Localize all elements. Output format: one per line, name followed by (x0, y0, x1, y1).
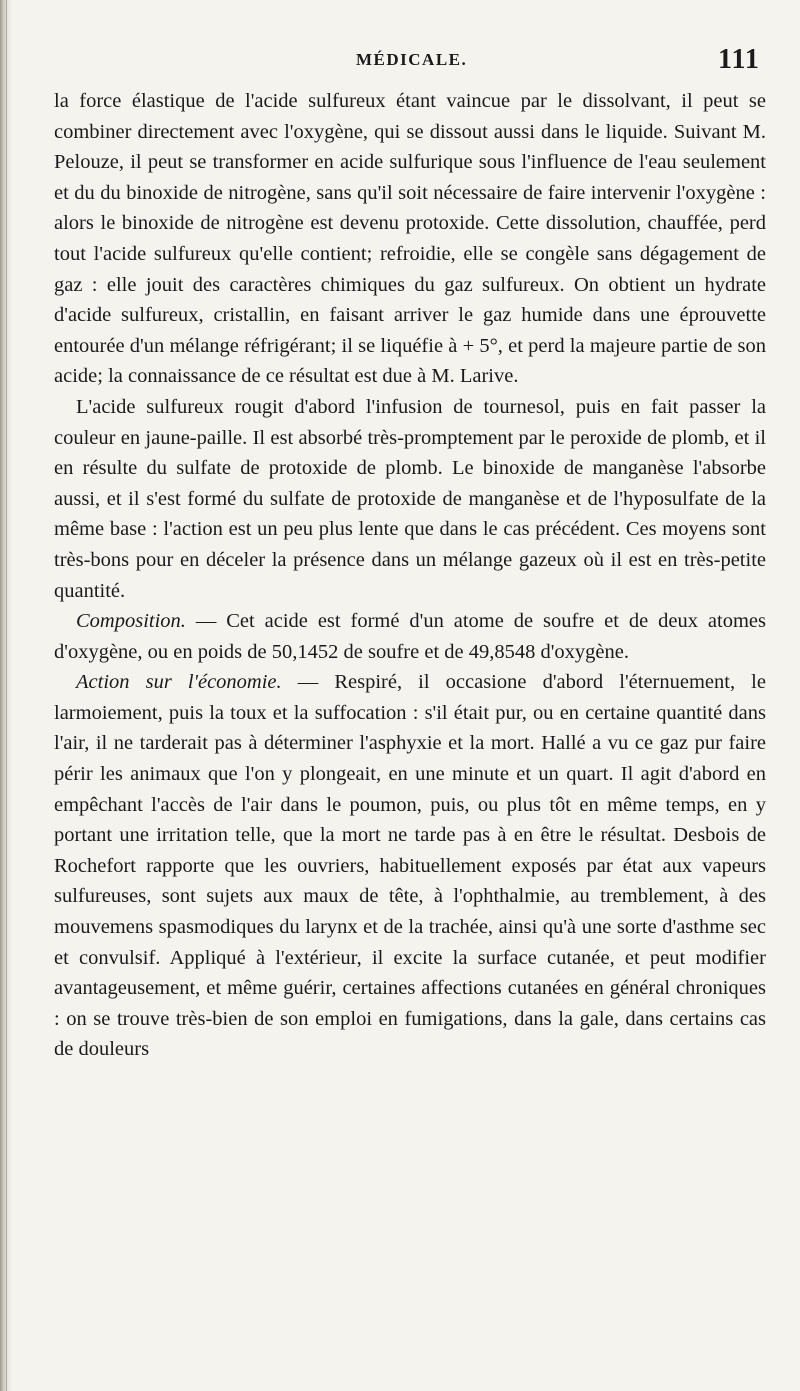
paragraph-composition (54, 606, 766, 667)
paragraph-reactions: L'acide sulfureux rougit d'abord l'infusion de tournesol, puis en fait passer la couleur en jaune-paille. Il est absorbé très-promptement par le peroxide de plomb, et il en résulte du sulfate de protoxide de plomb. Le binoxide de manganèse l'absorbe aussi, et il s'est formé du sulfate de protoxide de manganèse et de l'hyposulfate de la même base : l'action est un peu plus lente que dans le cas précédent. Ces moyens sont très-bons pour en déceler la présence dans un mélange gazeux où il est en très-petite quantité. (54, 395, 766, 602)
running-header (0, 44, 800, 80)
page-binding-line (6, 0, 7, 1391)
section-heading-action: Action sur l'économie. (76, 671, 282, 694)
paragraph-composition-text: — Cet acide est formé d'un atome de soufre et de deux atomes d'oxygène, ou en poids de 50,1452 de soufre et de 49,8548 d'oxygène. (54, 610, 766, 663)
body-text (54, 86, 766, 1065)
paragraph-action (54, 667, 766, 1065)
paragraph-continuation: la force élastique de l'acide sulfureux étant vaincue par le dissolvant, il peut se combiner directement avec l'oxygène, qui se dissout aussi dans le liquide. Suivant M. Pelouze, il peut se transformer en acide sulfurique sous l'influence de l'eau seulement et du du binoxide de nitrogène, sans qu'il soit nécessaire de faire intervenir l'oxygène : alors le binoxide de nitrogène est devenu protoxide. Cette dissolution, chauffée, perd tout l'acide sulfureux qu'elle contient; refroidie, elle se congèle sans dégagement de gaz : elle jouit des caractères chimiques du gaz sulfureux. On obtient un hydrate d'acide sulfureux, cristallin, en faisant arriver le gaz humide dans une éprouvette entourée d'un mélange réfrigérant; il se liquéfie à + 5°, et perd la majeure partie de son acide; la connaissance de ce résultat est due à M. Larive. (54, 90, 766, 388)
section-heading-composition: Composition. (76, 610, 186, 633)
page-number: 111 (718, 44, 760, 75)
running-title: MÉDICALE. (356, 50, 468, 69)
paragraph-action-text: — Respiré, il occasione d'abord l'éternuement, le larmoiement, puis la toux et la suffocation : s'il était pur, ou en certaine quantité dans l'air, il ne tarderait pas à déterminer l'asphyxie et la mort. Hallé a vu ce gaz pur faire périr les animaux que l'on y plongeait, en une minute et un quart. Il agit d'abord en empêchant l'accès de l'air dans le poumon, puis, ou plus tôt en même temps, en y portant une irritation telle, que la mort ne tarde pas à en être le résultat. Desbois de Rochefort rapporte que les ouvriers, habituellement exposés par état aux vapeurs sulfureuses, sont sujets aux maux de tête, à l'ophthalmie, au tremblement, à des mouvemens spasmodiques du larynx et de la trachée, ainsi qu'à une sorte d'asthme sec et convulsif. Appliqué à l'extérieur, il excite la surface cutanée, et peut modifier avantageusement, et même guérir, certaines affections cutanées en général chroniques : on se trouve très-bien de son emploi en fumigations, dans la gale, dans certains cas de douleurs (54, 671, 766, 1061)
